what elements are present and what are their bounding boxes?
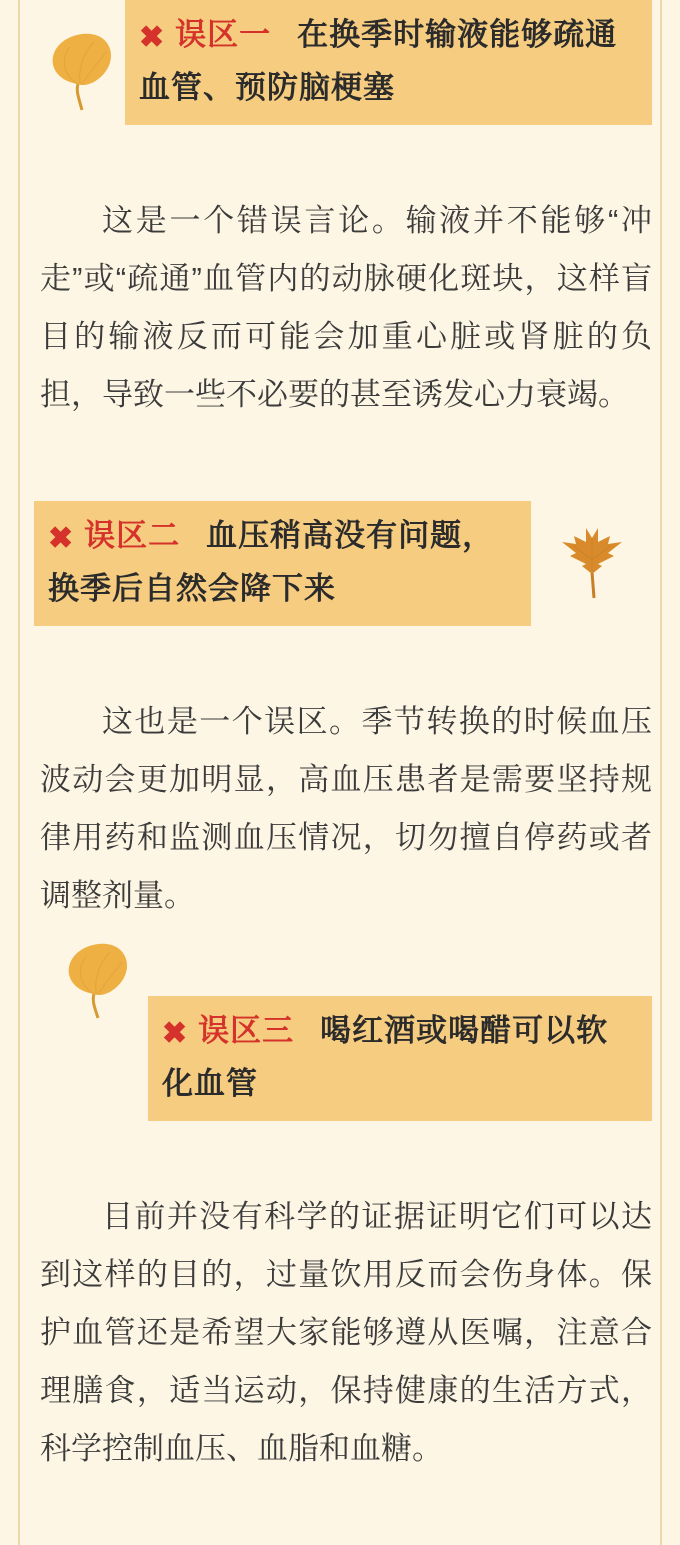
section-3-body: 目前并没有科学的证据证明它们可以达到这样的目的，过量饮用反而会伤身体。保护血管还是希望大家能够遵从医嘱，注意合理膳食，适当运动，保持健康的生活方式，科学控制血压、血脂和血糖。 xyxy=(40,1199,652,1466)
section-2-heading: 血压稍高没有问题，换季后自然会降下来 xyxy=(48,518,495,606)
cross-icon: ✖ xyxy=(162,1017,189,1050)
cross-icon: ✖ xyxy=(139,21,166,54)
section-3-tag: 误区三 xyxy=(198,1013,295,1048)
section-1-tag: 误区一 xyxy=(175,17,272,52)
section-1 xyxy=(0,0,680,424)
section-2-banner xyxy=(34,501,531,626)
cross-icon: ✖ xyxy=(48,522,75,555)
section-3 xyxy=(0,996,680,1478)
section-2-tag: 误区二 xyxy=(84,518,181,553)
section-3-banner xyxy=(148,996,652,1121)
section-2 xyxy=(0,501,680,925)
section-1-heading: 在换季时输液能够疏通血管、预防脑梗塞 xyxy=(139,17,618,105)
section-1-body: 这是一个错误言论。输液并不能够“冲走”或“疏通”血管内的动脉硬化斑块，这样盲目的输液反而可能会加重心脏或肾脏的负担，导致一些不必要的甚至诱发心力衰竭。 xyxy=(40,203,652,412)
section-3-heading: 喝红酒或喝醋可以软化血管 xyxy=(162,1013,609,1101)
section-2-body: 这也是一个误区。季节转换的时候血压波动会更加明显，高血压患者是需要坚持规律用药和监测血压情况，切勿擅自停药或者调整剂量。 xyxy=(40,704,652,913)
section-1-banner xyxy=(125,0,652,125)
